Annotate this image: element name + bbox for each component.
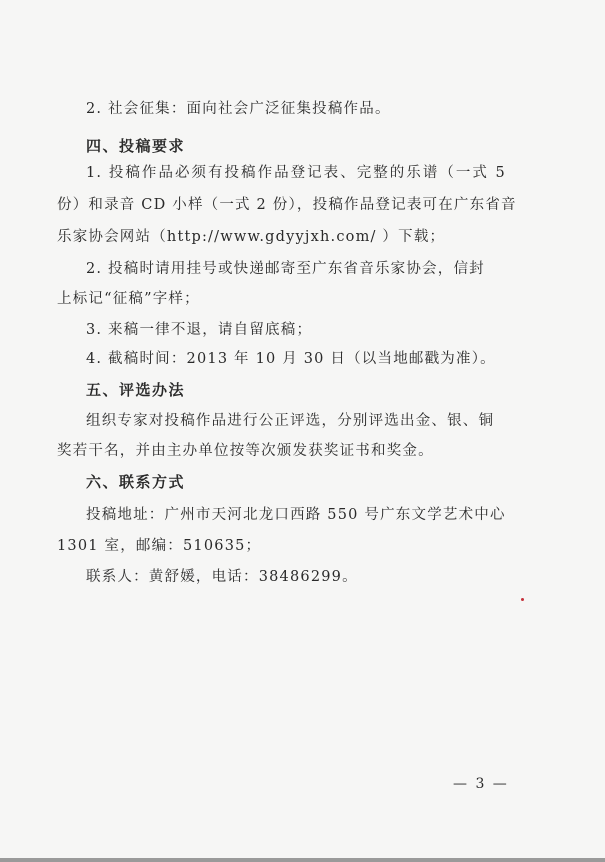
page-bottom-edge bbox=[0, 858, 605, 862]
requirement-1-line-3: 乐家协会网站（http://www.gdyyjxh.com/ ）下载； bbox=[57, 229, 446, 245]
selection-line-1: 组织专家对投稿作品进行公正评选，分别评选出金、银、铜 bbox=[86, 413, 495, 429]
heading-submission-requirements: 四、投稿要求 bbox=[86, 137, 186, 155]
social-collection-item: 2. 社会征集：面向社会广泛征集投稿作品。 bbox=[86, 101, 391, 117]
heading-contact-info: 六、联系方式 bbox=[86, 473, 186, 491]
selection-line-2: 奖若干名，并由主办单位按等次颁发获奖证书和奖金。 bbox=[57, 443, 434, 459]
red-ink-dot bbox=[521, 598, 524, 601]
requirement-3: 3. 来稿一律不退，请自留底稿； bbox=[86, 322, 313, 338]
requirement-2-line-1: 2. 投稿时请用挂号或快递邮寄至广东省音乐家协会，信封 bbox=[86, 261, 485, 277]
heading-selection-method: 五、评选办法 bbox=[86, 381, 186, 399]
contact-person: 联系人：黄舒媛，电话：38486299。 bbox=[86, 569, 358, 585]
address-line-2: 1301 室，邮编：510635； bbox=[57, 538, 262, 554]
requirement-4: 4. 截稿时间：2013 年 10 月 30 日（以当地邮戳为准）。 bbox=[86, 351, 496, 367]
address-line-1: 投稿地址：广州市天河北龙口西路 550 号广东文学艺术中心 bbox=[86, 507, 506, 523]
requirement-1-line-2: 份）和录音 CD 小样（一式 2 份），投稿作品登记表可在广东省音 bbox=[57, 197, 517, 213]
requirement-1-line-1: 1. 投稿作品必须有投稿作品登记表、完整的乐谱（一式 5 bbox=[86, 165, 506, 181]
requirement-2-line-2: 上标记“征稿”字样； bbox=[57, 291, 200, 307]
page-number: — 3 — bbox=[453, 776, 509, 792]
